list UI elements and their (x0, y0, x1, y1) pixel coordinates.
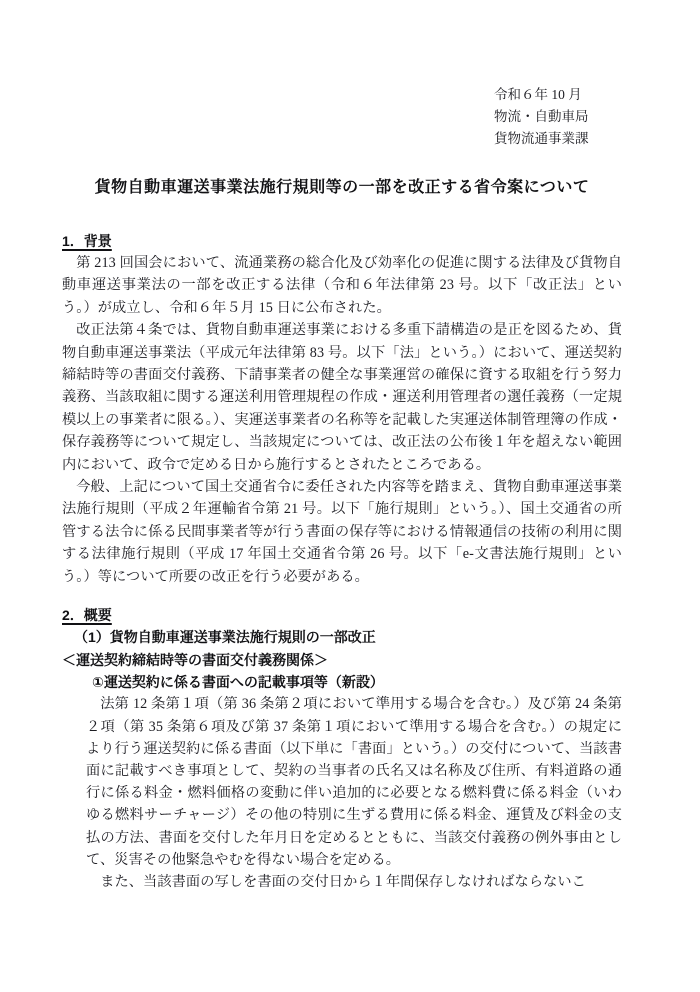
overview-item-body (86, 693, 622, 893)
background-paragraph-3: 今般、上記について国土交通省令に委任された内容等を踏まえ、貨物自動車運送事業法施行規則（平成２年運輸省令第 21 号。以下「施行規則」という。）、国土交通省の所管する法令に係る民間事業者等が行う書面の保存等における情報通信の技術の利用に関する法律施行規則（平成 17 年国土交通省令第 26 号。以下「e-文書法施行規則」という。）等について所要の改正を行う必要がある。 (62, 479, 622, 585)
background-paragraph-2: 改正法第４条では、貨物自動車運送事業における多重下請構造の是正を図るため、貨物自動車運送事業法（平成元年法律第 83 号。以下「法」という。）において、運送契約締結時等の書面交付義務、下請事業者の健全な事業運営の確保に資する取組を行う努力義務、当該取組に関する運送利用管理規程の作成・運送利用管理者の選任義務（一定規模以上の事業者に限る。）、実運送事業者の名称等を記載した実運送体制管理簿の作成・保存義務等について規定し、当該規定については、改正法の公布後１年を超えない範囲内において、政令で定める日から施行するとされたところである。 (62, 322, 622, 473)
section-background-heading (62, 230, 622, 252)
section-background (62, 230, 622, 588)
header-division: 貨物流通事業課 (494, 131, 589, 146)
overview-item-heading: ①運送契約に係る書面への記載事項等（新設） (92, 673, 384, 690)
section-overview-heading-text: 2．概要 (62, 607, 112, 624)
section-overview (62, 604, 622, 893)
header-date: 令和６年 10 月 (494, 87, 582, 102)
section-overview-heading (62, 604, 622, 626)
document-title: 貨物自動車運送事業法施行規則等の一部を改正する省令案について (94, 179, 590, 196)
document-header (494, 84, 622, 150)
overview-topic-heading: ＜運送契約締結時等の書面交付義務関係＞ (62, 651, 328, 668)
header-bureau: 物流・自動車局 (494, 109, 589, 124)
section-background-heading-text: 1．背景 (62, 233, 112, 249)
overview-paragraph-1: 法第 12 条第１項（第 36 条第２項において準用する場合を含む。）及び第 24 条第２項（第 35 条第６項及び第 37 条第１項において準用する場合を含む。）の規定により行う運送契約に係る書面（以下単に「書面」という。）の交付について、当該書面に記載すべき事項として、契約の当事者の氏名又は名称及び住所、有料道路の通行に係る料金・燃料価格の変動に伴い追加的に必要となる燃料費に係る料金（いわゆる燃料サーチャージ）その他の特別に生ずる費用に係る料金、運賃及び料金の支払の方法、書面を交付した年月日を定めるとともに、当該交付義務の例外事由として、災害その他緊急やむを得ない場合を定める。 (86, 696, 622, 868)
background-paragraph-1: 第 213 回国会において、流通業務の総合化及び効率化の促進に関する法律及び貨物自動車運送事業法の一部を改正する法律（令和６年法律第 23 号。以下「改正法」という。）が成立し、令和６年５月 15 日に公布された。 (62, 255, 622, 316)
overview-subsection-heading: （1）貨物自動車運送事業法施行規則の一部改正 (74, 629, 376, 646)
overview-paragraph-2: また、当該書面の写しを書面の交付日から１年間保存しなければならないこ (100, 873, 586, 890)
